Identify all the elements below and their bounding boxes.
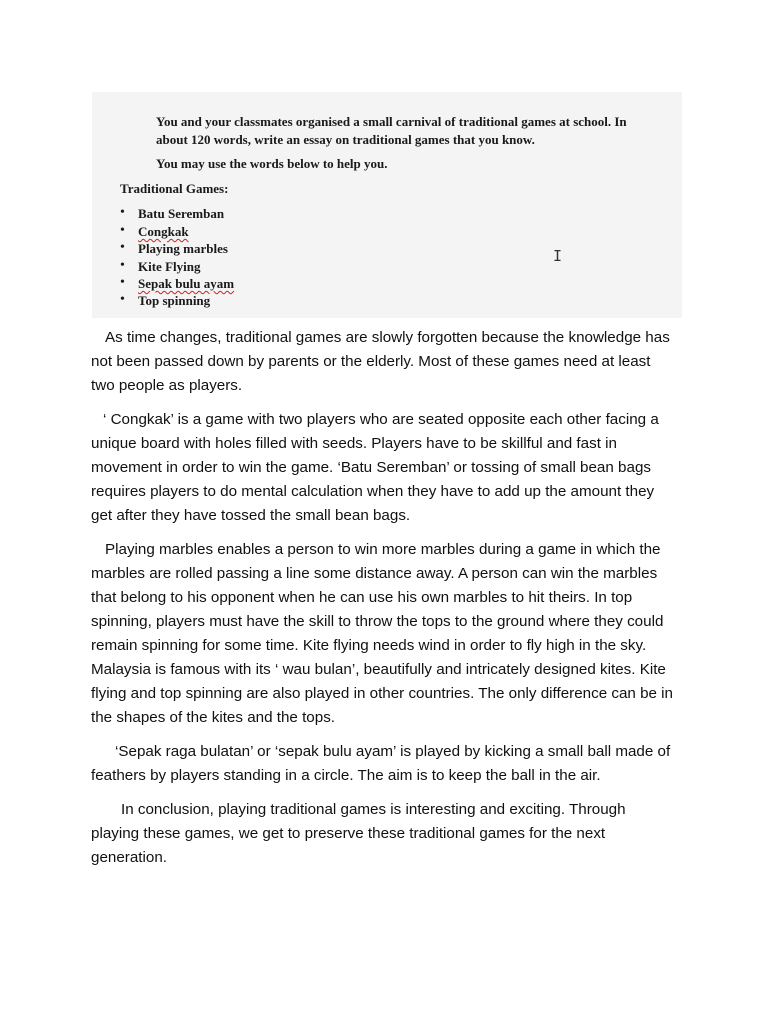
- question-prompt-image: [92, 92, 682, 318]
- list-item: • Batu Seremban: [138, 206, 224, 222]
- essay-body: [91, 326, 677, 880]
- essay-paragraph: In conclusion, playing traditional games is interesting and exciting. Through playing these games, we get to preserve these traditional games for the next generation.: [91, 801, 626, 866]
- prompt-hint: You may use the words below to help you.: [156, 156, 388, 171]
- list-item: • Top spinning: [138, 293, 210, 309]
- list-item: • Congkak: [138, 224, 189, 240]
- prompt-instruction-line-2: about 120 words, write an essay on traditional games that you know.: [156, 132, 535, 147]
- essay-paragraph: ‘ Congkak’ is a game with two players who are seated opposite each other facing a unique board with holes filled with seeds. Players have to be skillful and fast in movement in order to win the game. ‘Batu Seremban’ or tossing of small bean bags requires players to do mental calculation when they have to add up the amount they get after they have tossed the small bean bags.: [91, 411, 659, 524]
- list-item: • Playing marbles: [138, 241, 228, 257]
- essay-paragraph: As time changes, traditional games are slowly forgotten because the knowledge has not been passed down by parents or the elderly. Most of these games need at least two people as players.: [91, 329, 670, 394]
- prompt-instruction-line-1: You and your classmates organised a small carnival of traditional games at school. In: [156, 114, 627, 129]
- games-heading: Traditional Games:: [120, 181, 229, 196]
- list-item: • Kite Flying: [138, 259, 200, 275]
- text-cursor-icon: I: [553, 247, 563, 265]
- essay-paragraph: Playing marbles enables a person to win more marbles during a game in which the marbles are rolled passing a line some distance away. A person can win the marbles that belong to his opponent when he can use his own marbles to hit theirs. In top spinning, players must have the skill to throw the tops to the ground where they could remain spinning for some time. Kite flying needs wind in order to fly high in the sky. Malaysia is famous with its ‘ wau bulan’, beautifully and intricately designed kites. Kite flying and top spinning are also played in other countries. The only difference can be in the shapes of the kites and the tops.: [91, 541, 674, 726]
- essay-paragraph: ‘Sepak raga bulatan’ or ‘sepak bulu ayam’ is played by kicking a small ball made of feathers by players standing in a circle. The aim is to keep the ball in the air.: [91, 743, 671, 784]
- question-prompt: [92, 92, 682, 318]
- list-item: • Sepak bulu ayam: [138, 276, 234, 292]
